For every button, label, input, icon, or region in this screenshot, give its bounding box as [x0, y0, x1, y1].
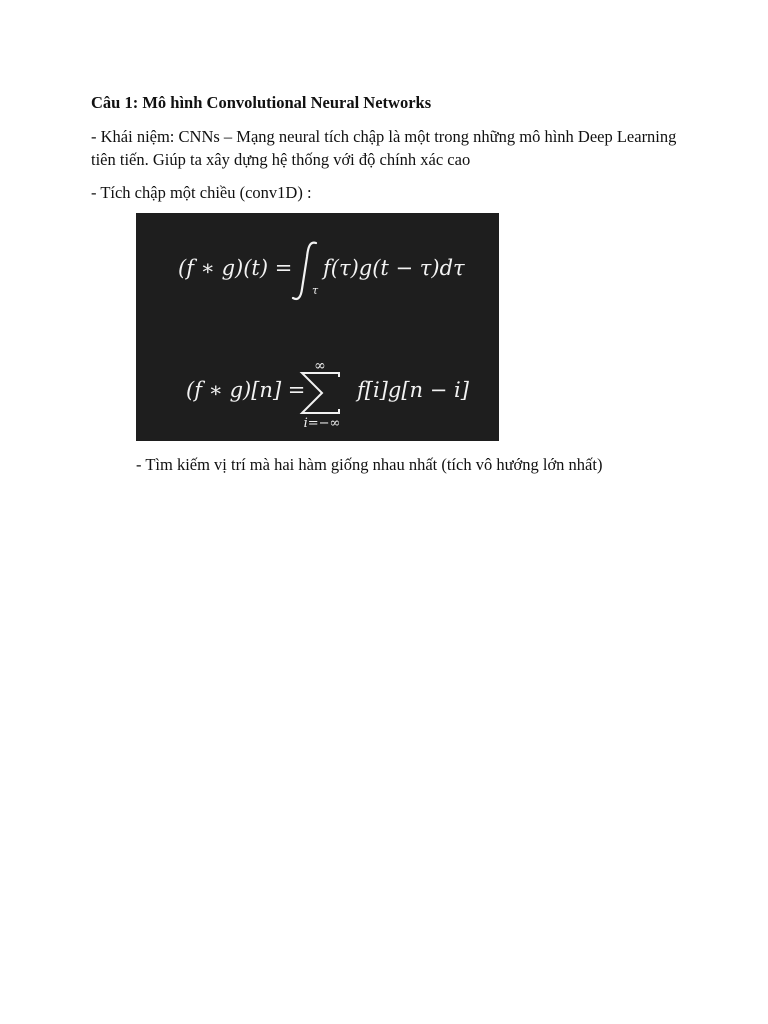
concept-paragraph: - Khái niệm: CNNs – Mạng neural tích chập là một trong những mô hình Deep Learning tiên tiến. Giúp ta xây dựng hệ thống với độ chính xác cao — [91, 127, 677, 169]
sum-upper-limit: ∞ — [314, 358, 326, 374]
convolution-formula-image — [136, 213, 499, 441]
formula-continuous-subscript: τ — [312, 284, 319, 297]
formula-discrete-rhs: f[i]g[n − i] — [357, 378, 469, 402]
formula-discrete-lhs: (f ∗ g)[n] = — [186, 378, 306, 402]
formula-continuous-rhs: f(τ)g(t − τ)dτ — [323, 256, 465, 280]
sum-lower-limit: i=−∞ — [303, 416, 341, 431]
search-bullet: - Tìm kiếm vị trí mà hai hàm giống nhau nhất (tích vô hướng lớn nhất) — [136, 455, 603, 474]
summation-sign — [302, 373, 339, 413]
conv1d-label: - Tích chập một chiều (conv1D) : — [91, 183, 312, 202]
formula-svg — [136, 213, 499, 441]
section-heading: Câu 1: Mô hình Convolutional Neural Networks — [91, 93, 432, 112]
formula-continuous-lhs: (f ∗ g)(t) = — [178, 256, 293, 280]
